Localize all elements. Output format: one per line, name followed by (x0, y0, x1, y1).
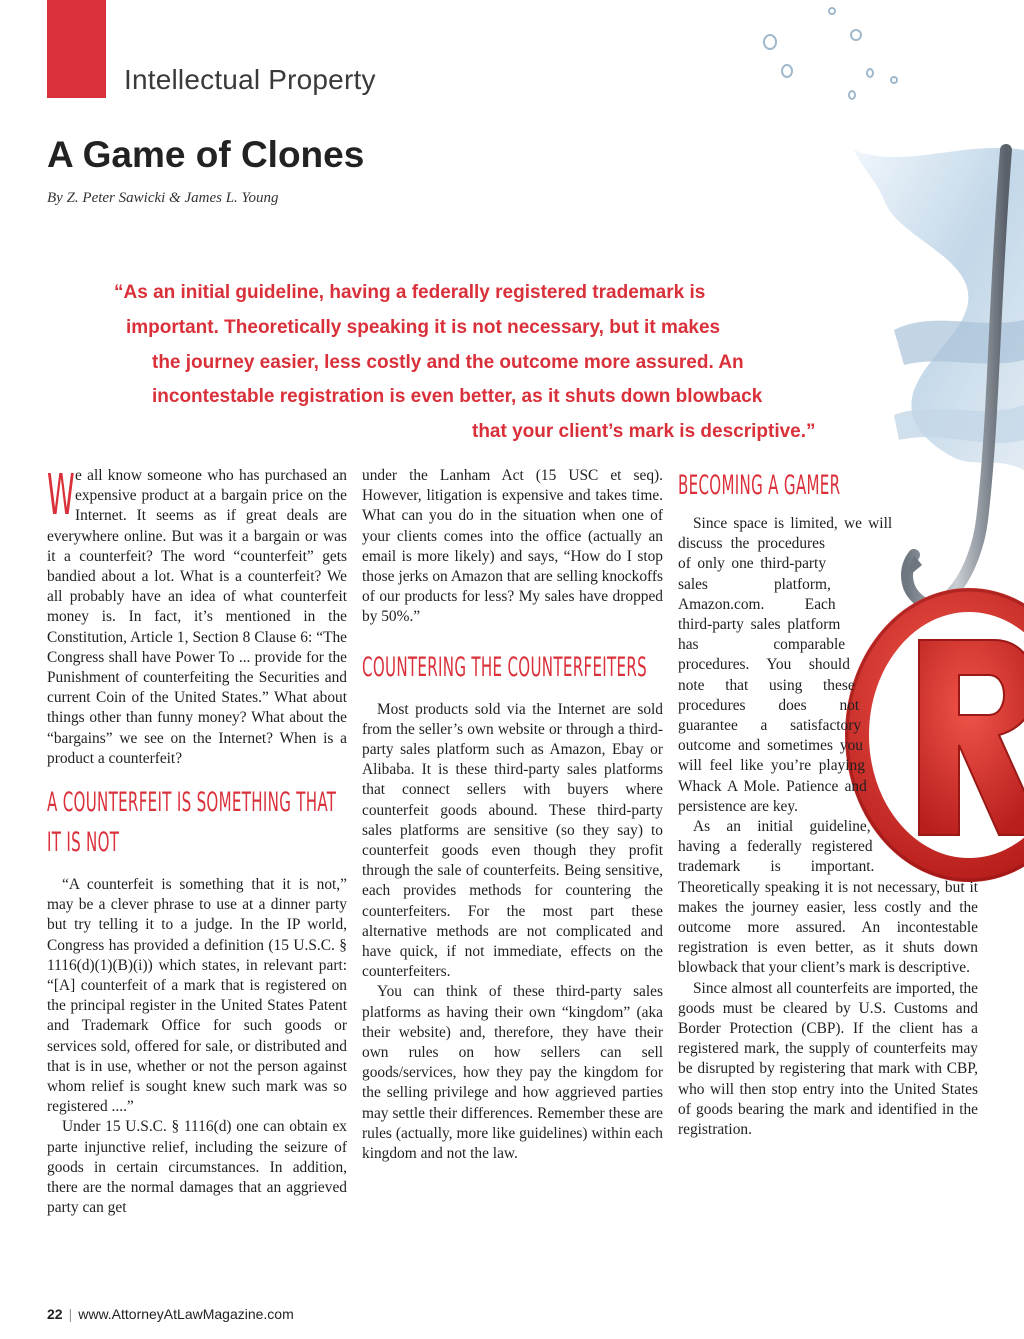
paragraph: Since almost all counterfeits are imported, the goods must be cleared by U.S. Customs and Border Protection (CBP). If the client has a registered mark, the supply of counterfeits may be disrupted by registering that mark with CBP, who will then stop entry into the United States of goods bearing the mark and identified in the registration. (678, 979, 978, 1139)
subheading-becoming-gamer: BECOMING A GAMER (678, 470, 841, 501)
pull-quote-line: that your client’s mark is descriptive.” (472, 421, 816, 443)
article-column-3 (678, 466, 978, 1140)
paragraph: “A counterfeit is something that it is not,” may be a clever phrase to use at a dinner party but try telling it to a judge. In the IP world, Congress has provided a definition (15 U.S.C. § 1116(d)(1)(B)(i)) which states, in relevant part: “[A] counterfeit of a mark that is registered on the principal register in the United States Patent and Trademark Office for such goods or services sold, offered for sale, or distributed and that is in use, whether or not the person against whom relief is sought knew such mark was so registered ....” (47, 876, 347, 1116)
page-footer: 22 | www.AttorneyAtLawMagazine.com (47, 1306, 294, 1322)
section-label: Intellectual Property (124, 64, 376, 95)
drop-cap: W (47, 463, 75, 528)
pull-quote (96, 276, 866, 450)
subheading-countering: COUNTERING THE COUNTERFEITERS (362, 651, 647, 683)
paragraph: Most products sold via the Internet are sold from the seller’s own website or through a third-party sales platform such as Amazon, Ebay or Alibaba. It is these third-party sales platforms that connect sellers with buyers where counterfeit goods abound. These third-party sales platforms are sensitive (so they say) to counterfeit goods even though they profit through the sale of counterfeits. Being sensitive, each provides methods for countering the counterfeiters. For the most part these alternative methods are not complicated and have quick, if not immediate, effects on the counterfeiters. (362, 700, 663, 981)
article-column-2 (362, 466, 663, 1164)
byline: By Z. Peter Sawicki & James L. Young (47, 190, 279, 206)
paragraph: You can think of these third-party sales platforms as having their own “kingdom” (aka their website) and, therefore, they have their own rules on how sellers can sell goods/services, how they pay the kingdom for the selling privilege and how aggrieved parties may settle their differences. Remember these are rules (actually, more like guidelines) within each kingdom and not the law. (362, 983, 663, 1163)
subheading-counterfeit: A COUNTERFEIT IS SOMETHING THAT IT IS NOT (47, 787, 337, 859)
intro-paragraph: We all know someone who has purchased an expensive product at a bargain price on the Internet. It seems as if great deals are everywhere online. But was it a bargain or was it a counterfeit? The word “counterfeit” gets bandied about a lot. What is a counterfeit? We all probably have an idea of what counterfeit money is. In fact, it’s mentioned in the Constitution, Article 1, Section 8 Clause 6: “The Congress shall have Power To ... provide for the Punishment of counterfeiting the Securities and current Coin of the United States.” What about things other than funny money? What about the “bargains” we see on the Internet? When is a product a counterfeit? (47, 463, 347, 767)
section-color-tab (47, 0, 106, 98)
article-title: A Game of Clones (47, 134, 365, 175)
page-number: 22 (47, 1306, 63, 1322)
pull-quote-line: important. Theoretically speaking it is not necessary, but it makes (126, 316, 721, 338)
paragraph: Under 15 U.S.C. § 1116(d) one can obtain ex parte injunctive relief, including the seizure of goods in certain circumstances. In addition, there are the normal damages that an aggrieved party can get (47, 1118, 347, 1217)
pull-quote-line: “As an initial guideline, having a federally registered trademark is (114, 282, 706, 303)
paragraph: As an initial guideline, having a federally registered trademark is important. Theoretically speaking it is not necessary, but it makes the journey easier, less costly and the outcome more assured. An incontestable registration is even better, as it shuts down blowback that your client’s mark is descriptive. (678, 818, 978, 977)
paragraph: Since space is limited, we will discuss the procedures of only one third-party sales platform, Amazon.com. Each third-party sales platform has comparable procedures. You should note that using these procedures does not guarantee a satisfactory outcome and sometimes you will feel like you’re playing Whack A Mole. Patience and persistence are key. (678, 515, 893, 815)
bubble-icons (764, 8, 897, 99)
paragraph: under the Lanham Act (15 USC et seq). However, litigation is expensive and takes time. What can you do in the situation when one of your clients comes into the office (actually an email is more likely) and says, “How do I stop those jerks on Amazon that are selling knockoffs of our products for less? My sales have dropped by 50%.” (362, 467, 663, 626)
article-column-1 (47, 463, 347, 1219)
pull-quote-line: the journey easier, less costly and the outcome more assured. An (152, 351, 744, 373)
pull-quote-line: incontestable registration is even better, as it shuts down blowback (152, 386, 763, 408)
website-link[interactable]: www.AttorneyAtLawMagazine.com (78, 1306, 294, 1322)
